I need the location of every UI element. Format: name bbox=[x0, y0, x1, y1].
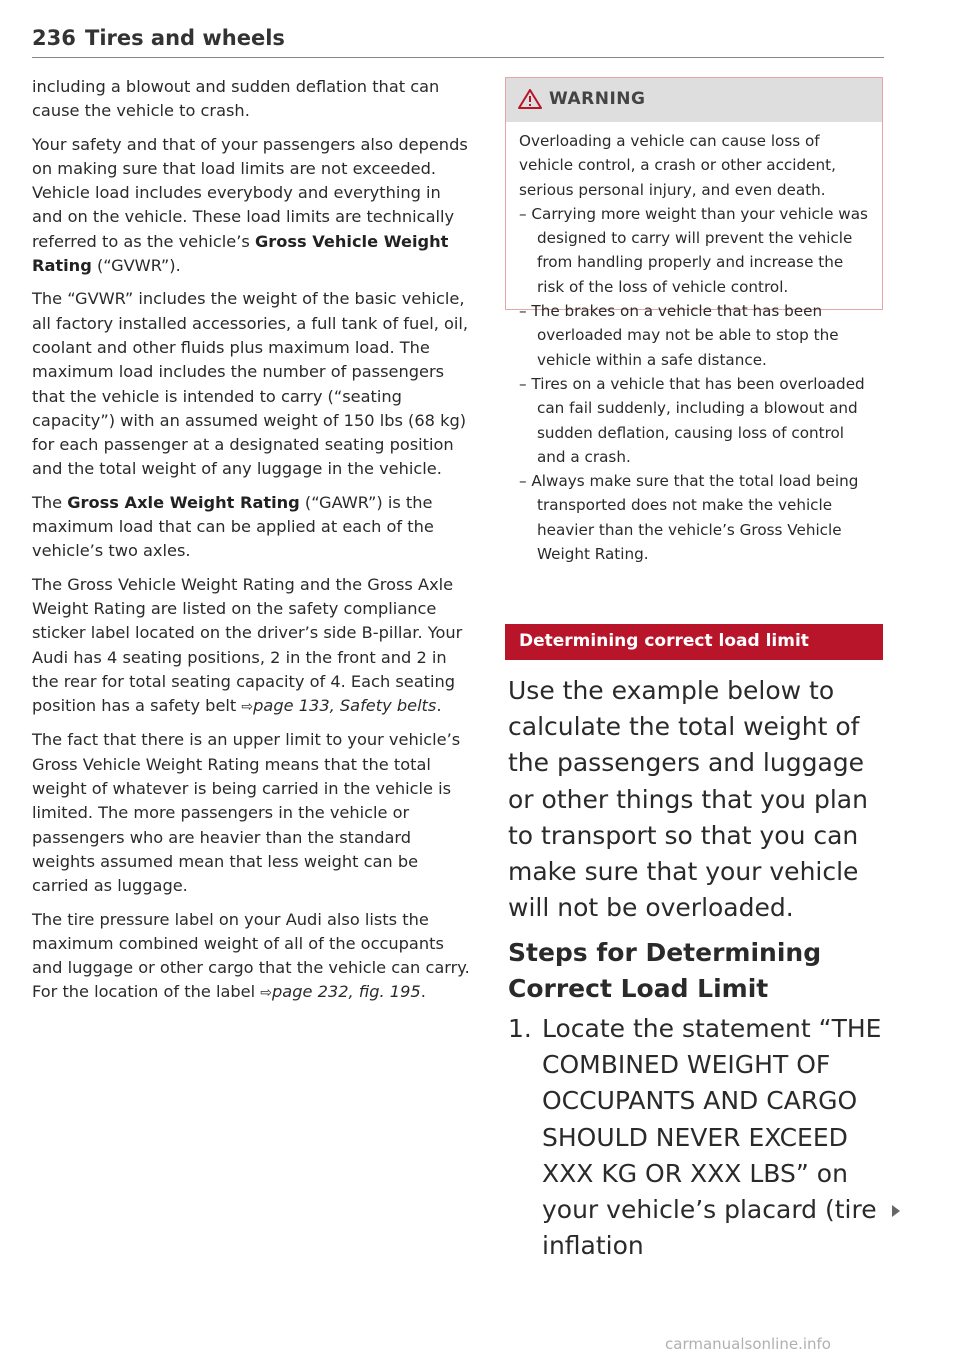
paragraph: The Gross Axle Weight Rating (“GAWR”) is the maximum load that can be applied at each of the vehicle’s two axles. bbox=[32, 492, 434, 561]
list-item: – The brakes on a vehicle that has been overloaded may not be able to stop the vehicle within a safe distance. bbox=[519, 302, 839, 369]
steps-heading: Steps for Determining Correct Load Limit bbox=[508, 938, 822, 1003]
warning-header bbox=[506, 78, 882, 122]
section-heading-bar bbox=[505, 624, 883, 660]
paragraph: The Gross Vehicle Weight Rating and the Gross Axle Weight Rating are listed on the safety compliance sticker label located on the driver’s side B-pillar. Your Audi has 4 seating positions, 2 in the front and 2 in the rear for total seating capacity of 4. Each seating position has a safety belt ⇨page 133, Safety belts. bbox=[32, 574, 463, 716]
paragraph: The tire pressure label on your Audi also lists the maximum combined weight of all of the occupants and luggage or other cargo that the vehicle can carry. For the location of the label ⇨page 232, fig. 195. bbox=[32, 909, 470, 1002]
left-column bbox=[32, 75, 472, 1015]
step-text: Locate the statement “THE COMBINED WEIGHT OF OCCUPANTS AND CARGO SHOULD NEVER EXCEED XXX KG OR XXX LBS” on your vehicle’s placard (tire inflation bbox=[542, 1014, 882, 1261]
paragraph: The fact that there is an upper limit to your vehicle’s Gross Vehicle Weight Rating means that the total weight of whatever is being carried in the vehicle is limited. The more passengers in the vehicle or passengers who are heavier than the standard weights assumed mean that less weight can be carried as luggage. bbox=[32, 730, 461, 896]
list-item: – Always make sure that the total load being transported does not make the vehicle heavier than the vehicle’s Gross Vehicle Weight Rating. bbox=[519, 472, 859, 564]
warning-title: WARNING bbox=[549, 89, 646, 109]
large-intro-text: Use the example below to calculate the total weight of the passengers and luggage or other things that you plan to transport so that you can make sure that your vehicle will not be overloaded. bbox=[508, 676, 868, 923]
list-item: – Tires on a vehicle that has been overloaded can fail suddenly, including a blowout and sudden deflation, causing loss of control and a crash. bbox=[519, 374, 865, 466]
warning-body bbox=[506, 122, 882, 566]
warning-intro: Overloading a vehicle can cause loss of vehicle control, a crash or other accident, serious personal injury, and even death. bbox=[519, 132, 836, 199]
warning-box bbox=[505, 77, 883, 564]
continue-arrow-icon bbox=[892, 1205, 900, 1217]
paragraph: including a blowout and sudden deflation that can cause the vehicle to crash. bbox=[32, 77, 440, 121]
list-item: – Carrying more weight than your vehicle was designed to carry will prevent the vehicle from handling properly and increase the risk of the loss of vehicle control. bbox=[519, 204, 868, 296]
arrow-right-icon: ⇨ bbox=[260, 985, 273, 1002]
page-reference-link[interactable]: page 133, Safety belts bbox=[253, 696, 437, 716]
page-number: 236 bbox=[32, 26, 76, 50]
warning-list bbox=[519, 202, 872, 566]
page-header bbox=[32, 22, 884, 54]
arrow-right-icon: ⇨ bbox=[241, 699, 254, 716]
section-heading: Determining correct load limit bbox=[519, 631, 809, 651]
figure-reference-link[interactable]: page 232, fig. 195 bbox=[272, 982, 421, 1002]
step-number: 1. bbox=[508, 1014, 532, 1043]
watermark: carmanualsonline.info bbox=[665, 1335, 831, 1353]
paragraph: Your safety and that of your passengers also depends on making sure that load limits are not exceeded. Vehicle load includes everybody and everything in and on the vehicle. These load limits are technically referred to as the vehicle’s Gross Vehicle Weight Rating (“GVWR”). bbox=[32, 134, 468, 276]
section-title: Tires and wheels bbox=[85, 26, 285, 50]
header-divider bbox=[32, 57, 884, 58]
warning-triangle-icon bbox=[518, 89, 542, 109]
paragraph: The “GVWR” includes the weight of the basic vehicle, all factory installed accessories, a full tank of fuel, oil, coolant and other fluids plus maximum load. The maximum load includes the number of passengers that the vehicle is intended to carry (“seating capacity”) with an assumed weight of 150 lbs (68 kg) for each passenger at a designated seating position and the total weight of any luggage in the vehicle. bbox=[32, 289, 469, 479]
